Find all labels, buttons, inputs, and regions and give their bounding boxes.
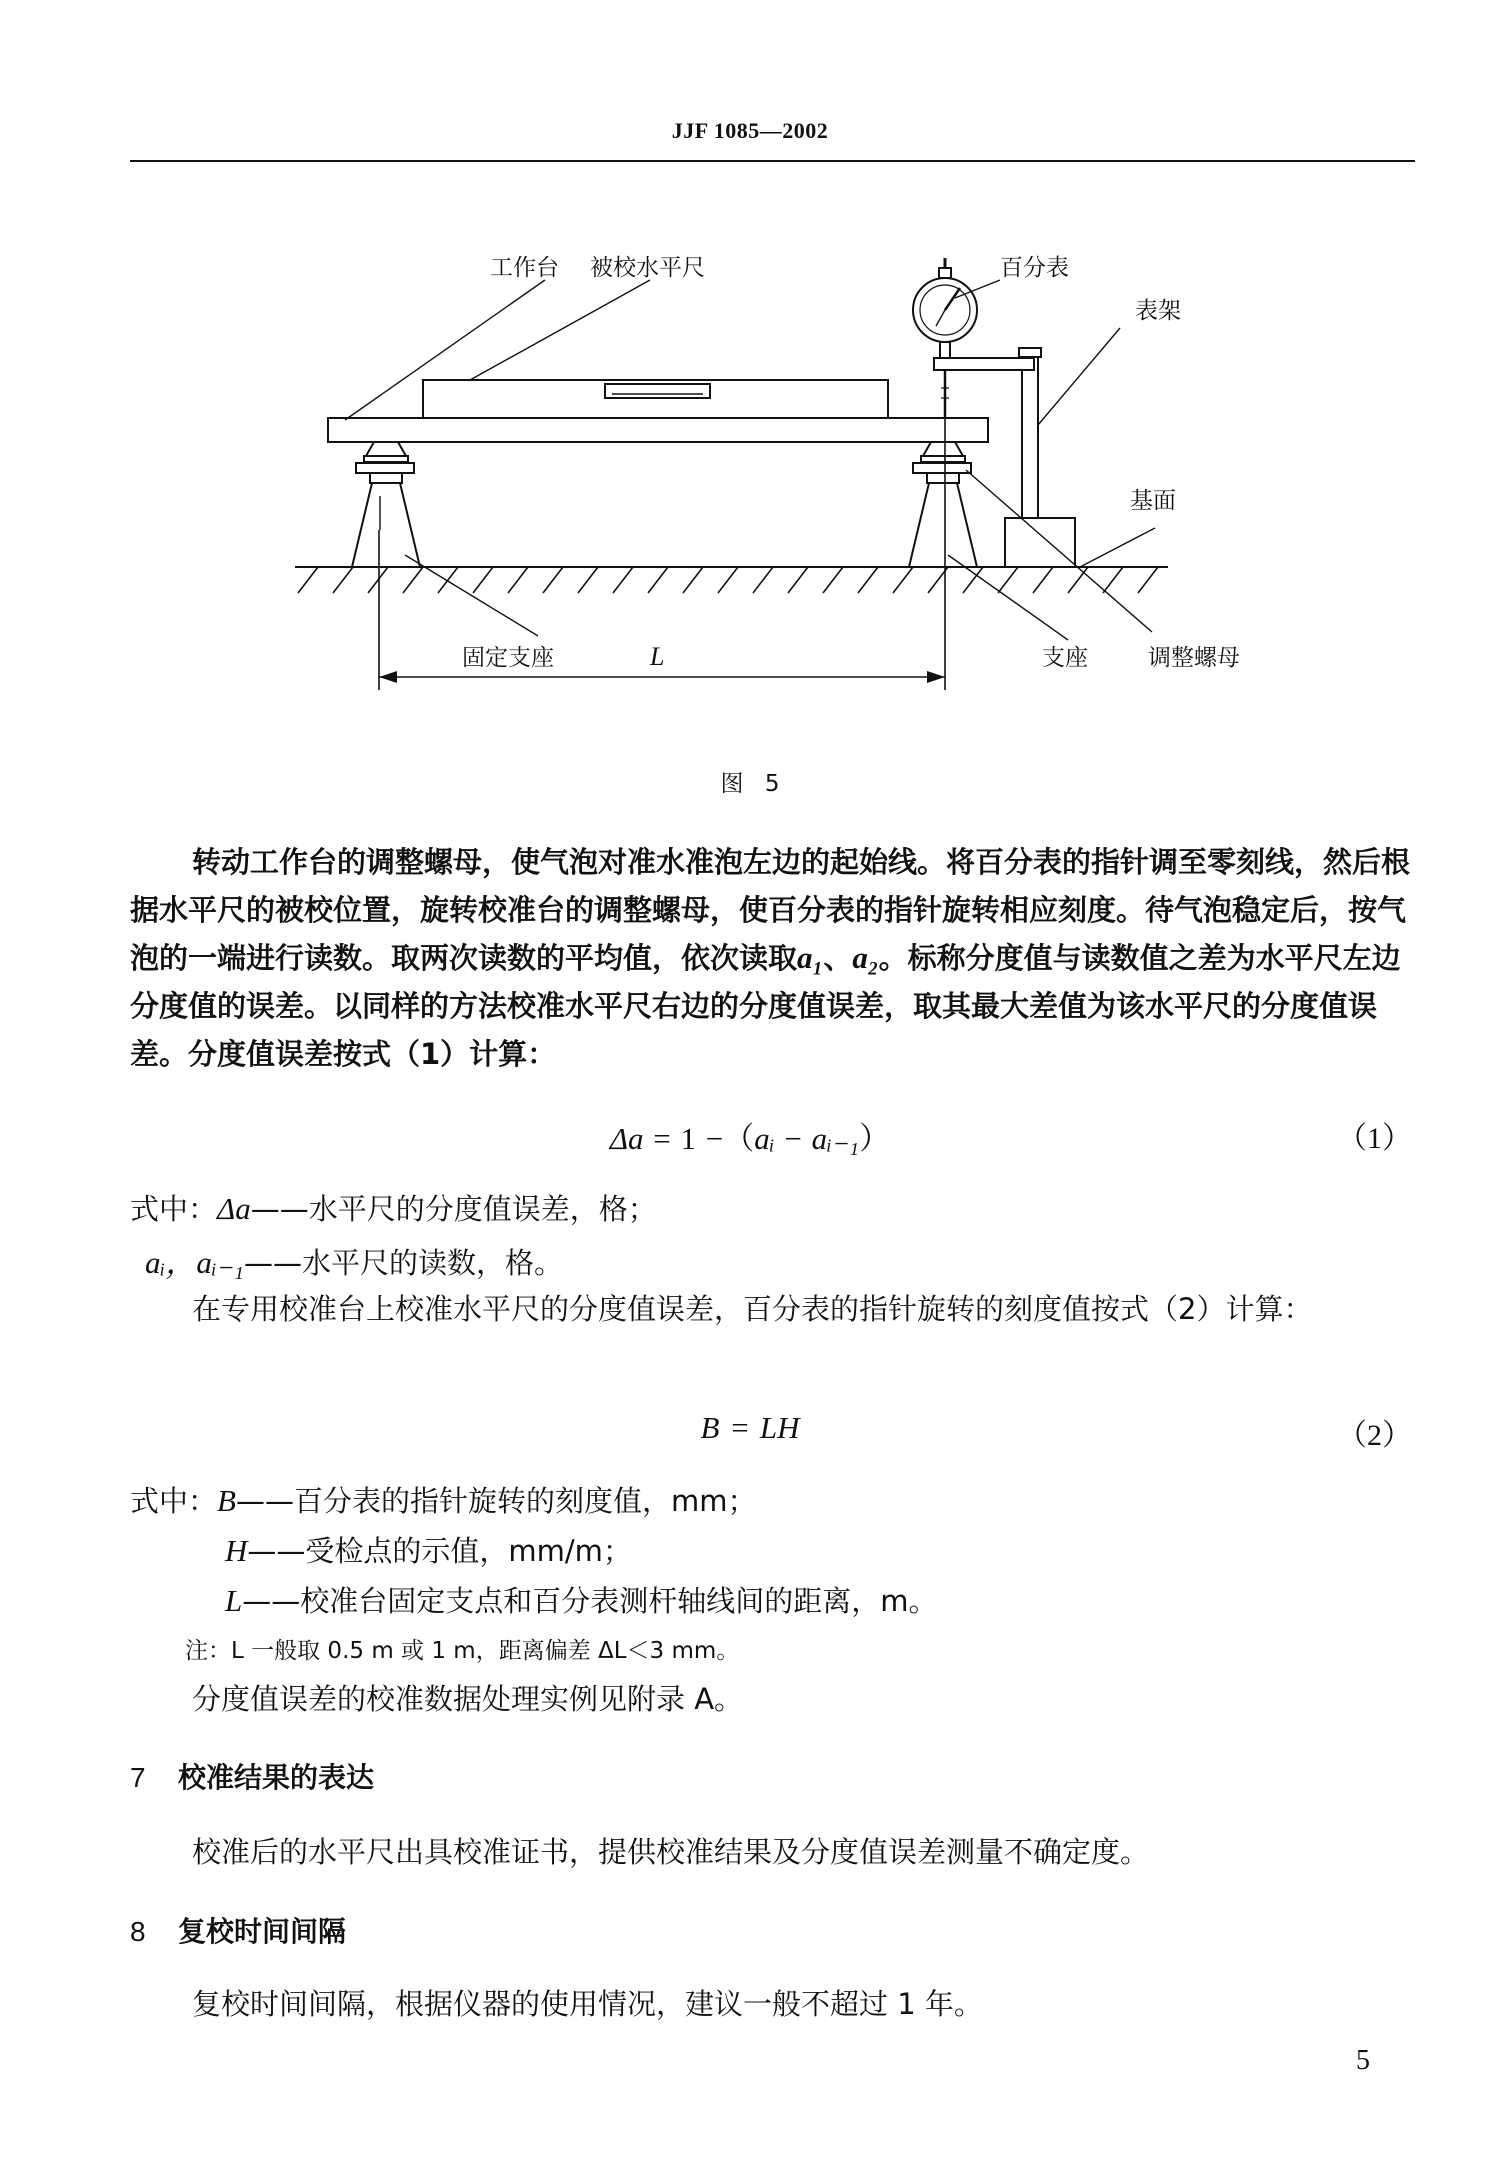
- where-1-definition: ——水平尺的分度值误差，格；: [250, 1192, 657, 1226]
- formula-1: [0, 1113, 1500, 1158]
- where-2-line-3: [225, 1579, 938, 1620]
- where-2-prefix: 式中：: [130, 1484, 218, 1518]
- paragraph-dial-rotation: 在专用校准台上校准水平尺的分度值误差，百分表的指针旋转的刻度值按式（2）计算：: [192, 1292, 1313, 1326]
- label-adjusting-nut: 调整螺母: [1148, 645, 1240, 671]
- symbol-a1: a₁: [797, 940, 824, 975]
- where-2-line-1: [130, 1479, 756, 1520]
- ground-hatching: [298, 567, 1158, 593]
- section-8-heading: [130, 1910, 346, 1950]
- adjustable-support-right: [909, 442, 977, 567]
- formula-1-close: ）: [859, 1121, 891, 1156]
- paragraph-procedure: [130, 838, 1415, 1078]
- label-level-under-test: 被校水平尺: [590, 255, 705, 281]
- label-dial-indicator: 百分表: [1000, 255, 1069, 281]
- formula-1-ai1: aᵢ₋₁: [811, 1121, 860, 1156]
- section-8-text: 复校时间间隔，根据仪器的使用情况，建议一般不超过 1 年。: [192, 1987, 983, 2021]
- label-fixed-support: 固定支座: [462, 645, 554, 671]
- note: 注：L 一般取 0.5 m 或 1 m，距离偏差 ΔL＜3 mm。: [185, 1638, 740, 1664]
- label-support: 支座: [1042, 645, 1088, 671]
- formula-2-lhs: B: [700, 1410, 720, 1445]
- fixed-support-left: [352, 442, 420, 567]
- formula-2: [0, 1410, 1500, 1446]
- paragraph-appendix-reference: 分度值误差的校准数据处理实例见附录 A。: [192, 1682, 744, 1716]
- formula-1-lhs: Δa: [609, 1121, 644, 1156]
- dial-indicator: [913, 258, 977, 418]
- figure-caption: 图 5: [720, 771, 780, 797]
- formula-1-ai: aᵢ: [754, 1121, 775, 1156]
- where-1-symbol: Δa: [217, 1191, 251, 1226]
- symbol-L: L: [225, 1583, 243, 1618]
- workbench-plate: [328, 418, 988, 442]
- section-7-title: 校准结果的表达: [178, 1761, 375, 1794]
- symbol-H: H: [225, 1533, 248, 1568]
- formula-2-rhs: = LH: [729, 1410, 800, 1445]
- where-1-line-2: [145, 1237, 563, 1282]
- label-length-L: L: [650, 642, 665, 671]
- definition-H: ——受检点的示值，mm/m；: [247, 1534, 632, 1568]
- formula-1-minus: −: [784, 1121, 802, 1156]
- equation-number-2: （2）: [1337, 1419, 1412, 1452]
- where-2-line-2: [225, 1529, 632, 1570]
- section-7-text: 校准后的水平尺出具校准证书，提供校准结果及分度值误差测量不确定度。: [192, 1835, 1150, 1869]
- section-8-title: 复校时间间隔: [178, 1915, 347, 1948]
- section-7-number: 7: [130, 1762, 146, 1793]
- where-1-definition-2: ——水平尺的读数，格。: [243, 1246, 563, 1280]
- separator: 、: [823, 941, 853, 975]
- section-8-number: 8: [130, 1916, 146, 1947]
- section-7-heading: [130, 1756, 374, 1796]
- label-workbench: 工作台: [490, 255, 559, 281]
- where-1-symbol-2: aᵢ，aᵢ₋₁: [145, 1245, 244, 1280]
- equation-number-1: （1）: [1337, 1122, 1412, 1155]
- document-header: JJF 1085—2002: [671, 118, 829, 143]
- label-base-surface: 基面: [1130, 488, 1176, 514]
- label-gauge-stand: 表架: [1135, 298, 1181, 324]
- definition-L: ——校准台固定支点和百分表测杆轴线间的距离，m。: [242, 1584, 938, 1618]
- formula-1-rhs: = 1 −（: [653, 1121, 755, 1156]
- where-1-prefix: 式中：: [130, 1192, 218, 1226]
- figure-5-calibration-setup: [0, 0, 1500, 760]
- paragraph-procedure-text: 转动工作台的调整螺母，使气泡对准水准泡左边的起始线。将百分表的指针调至零刻线，然后根据水平尺的被校位置，旋转校准台的调整螺母，使百分表的指针旋转相应刻度。待气泡稳定后，按气泡的一端进行读数。取两次读数的平均值，依次读取: [130, 845, 1411, 975]
- where-1-line-1: [130, 1187, 657, 1228]
- level-vial: [605, 384, 710, 398]
- paragraph-procedure-rest: 。标称分度值与读数值之差为水平尺左边分度值的误差。以同样的方法校准水平尺右边的分度值误差，取其最大差值为该水平尺的分度值误差。分度值误差按式（1）计算：: [130, 941, 1401, 1071]
- page-number: 5: [1356, 2045, 1370, 2076]
- symbol-B: B: [217, 1483, 236, 1518]
- definition-B: ——百分表的指针旋转的刻度值，mm；: [235, 1484, 757, 1518]
- symbol-a2: a₂: [852, 940, 879, 975]
